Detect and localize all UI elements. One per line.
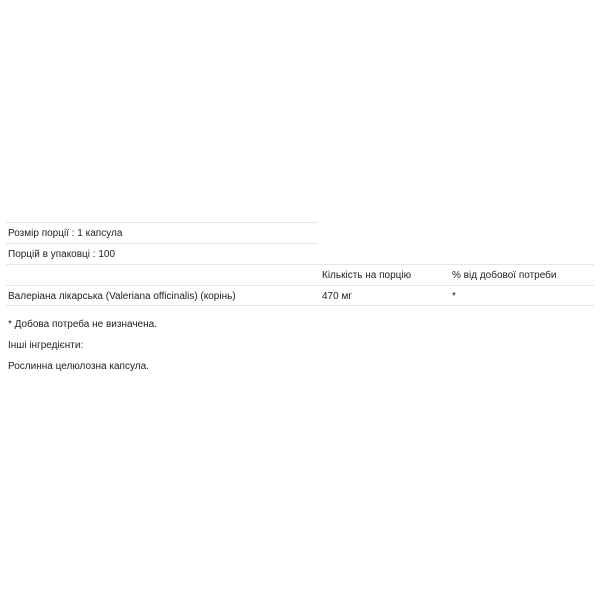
other-ingredients: Рослинна целюлозна капсула. [8, 361, 149, 372]
table-row [6, 285, 594, 306]
serving-size-row [6, 222, 318, 243]
notes-section [8, 314, 588, 377]
header-ingredient [8, 265, 322, 285]
servings-per-container-row [6, 243, 318, 264]
other-ingredients-label: Інші інгредієнти: [8, 340, 84, 351]
ingredient-amount: 470 мг [322, 291, 352, 302]
header-daily-value: % від добової потреби [452, 270, 557, 281]
header-amount: Кількість на порцію [322, 270, 412, 281]
daily-value-note: * Добова потреба не визначена. [8, 319, 157, 330]
table-header-row [6, 264, 594, 285]
ingredient-daily-value: * [452, 291, 456, 302]
servings-per-container: Порцій в упаковці : 100 [8, 249, 116, 260]
ingredient-name: Валеріана лікарська (Valeriana officinalis) (корінь) [8, 291, 236, 302]
serving-size: Розмір порції : 1 капсула [8, 228, 123, 239]
supplement-facts-table [6, 222, 594, 306]
